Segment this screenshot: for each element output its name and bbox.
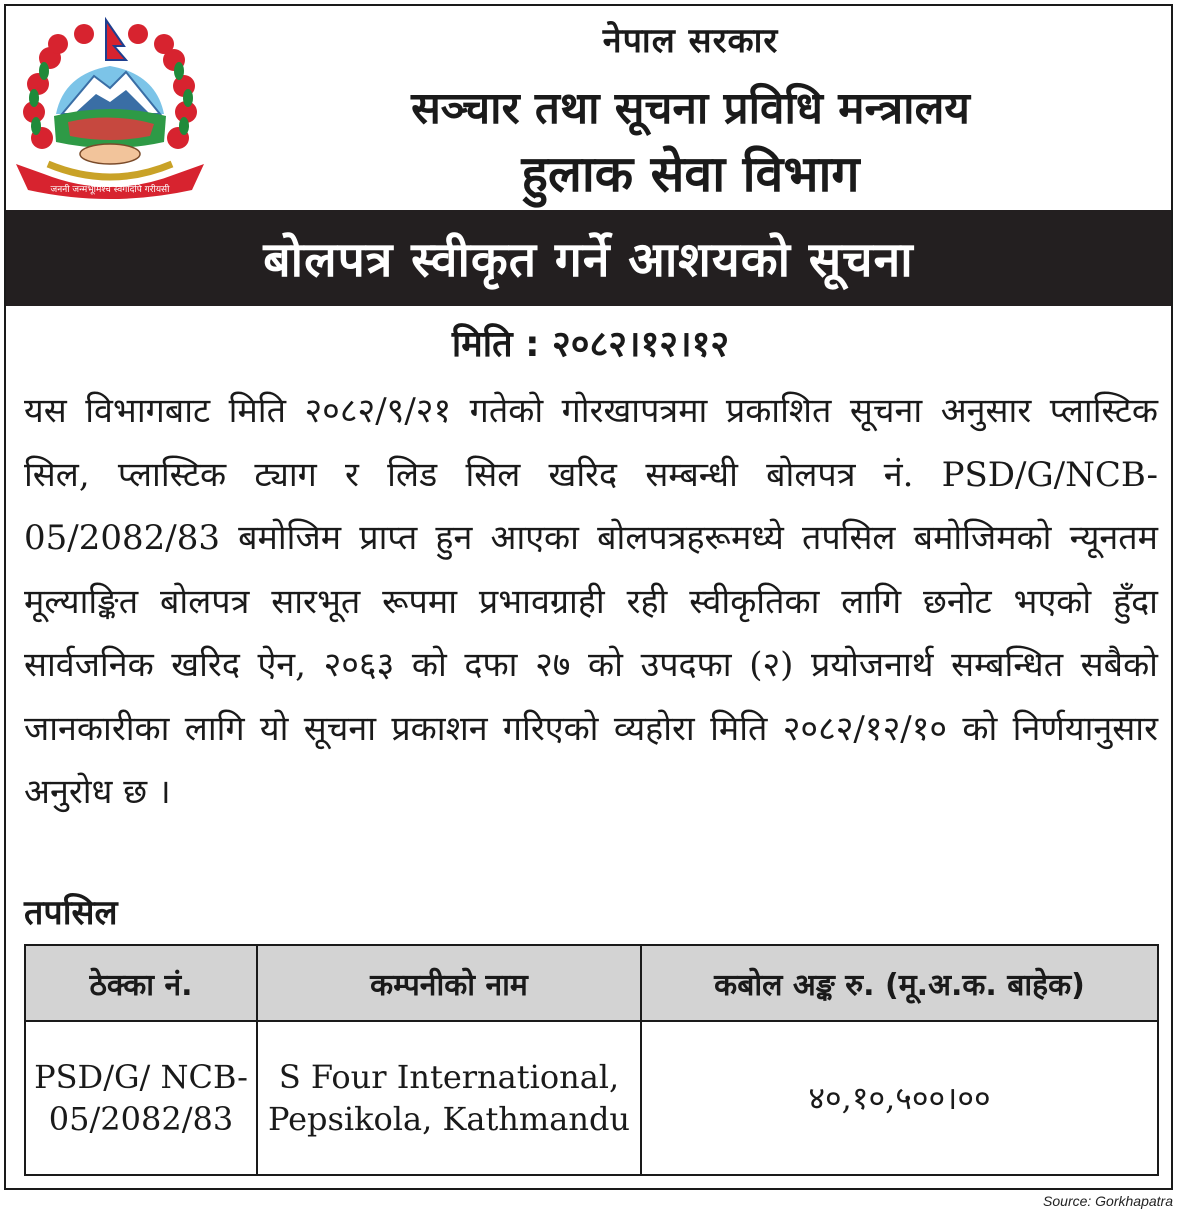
notice-title-banner	[6, 210, 1171, 306]
header-contract-no: ठेक्का नं.	[25, 945, 257, 1021]
nepal-emblem-icon	[14, 14, 206, 200]
notice-date: मिति : २०८२।१२।१२	[451, 324, 730, 365]
tapasil-heading: तपसिल	[24, 893, 118, 933]
bid-amount-cell: ४०,१०,५००।००	[641, 1021, 1158, 1175]
header-bid-amount: कबोल अङ्क रु. (मू.अ.क. बाहेक)	[641, 945, 1158, 1021]
header-company-name: कम्पनीको नाम	[257, 945, 641, 1021]
ministry-name: सञ्चार तथा सूचना प्रविधि मन्त्रालय	[411, 83, 970, 134]
government-name: नेपाल सरकार	[602, 21, 779, 61]
source-credit: Source: Gorkhapatra	[1043, 1193, 1173, 1209]
contract-number-cell: PSD/G/ NCB- 05/2082/83	[25, 1021, 257, 1175]
department-name: हुलाक सेवा विभाग	[521, 145, 860, 203]
table-row	[25, 1021, 1158, 1175]
table-header-row	[25, 945, 1158, 1021]
company-name-cell: S Four International, Pepsikola, Kathmandu	[257, 1021, 641, 1175]
notice-title: बोलपत्र स्वीकृत गर्ने आशयको सूचना	[263, 231, 914, 288]
emblem-motto: जननी जन्मभूमिश्च स्वर्गादपि गरीयसी	[50, 185, 170, 195]
award-table	[24, 944, 1159, 1176]
notice-body: यस विभागबाट मिति २०८२/९/२१ गतेको गोरखापत्रमा प्रकाशित सूचना अनुसार प्लास्टिक सिल, प्लास्टिक ट्याग र लिड सिल खरिद सम्बन्धी बोलपत्र नं. PSD/G/NCB-05/2082/83 बमोजिम प्राप्त हुन आएका बोलपत्रहरूमध्ये तपसिल बमोजिमको न्यूनतम मूल्याङ्कित बोलपत्र सारभूत रूपमा प्रभावग्राही रही स्वीकृतिका लागि छनोट भएको हुँदा सार्वजनिक खरिद ऐन, २०६३ को दफा २७ को उपदफा (२) प्रयोजनार्थ सम्बन्धित सबैको जानकारीका लागि यो सूचना प्रकाशन गरिएको व्यहोरा मिति २०८२/१२/१० को निर्णयानुसार अनुरोध छ ।	[24, 391, 1158, 812]
